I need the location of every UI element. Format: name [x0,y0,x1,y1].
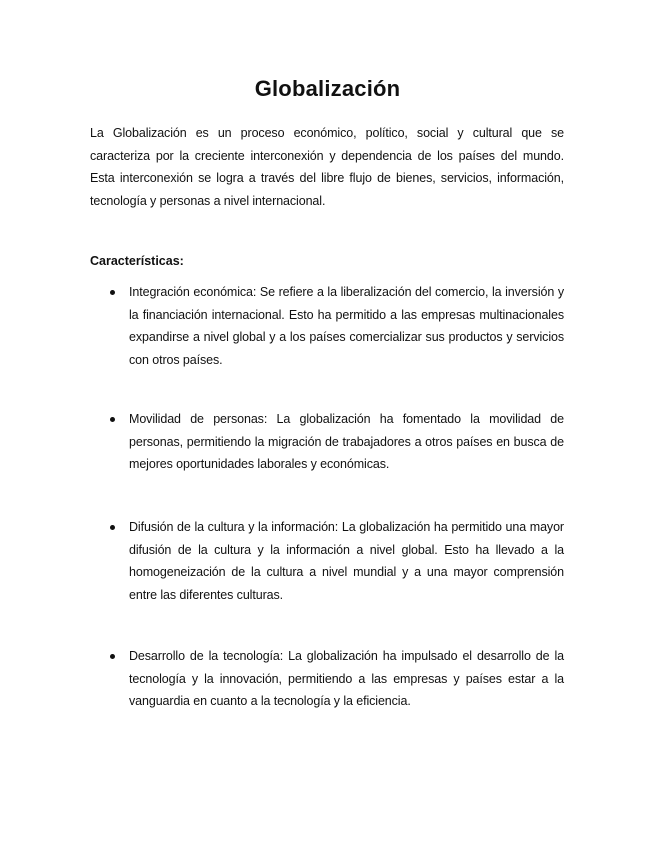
list-item-text: Movilidad de personas: La globalización ha fomentado la movilidad de personas, permitiendo la migración de trabajadores a otros países en busca de mejores oportunidades laborales y económicas. [129,412,564,471]
bullet-icon [110,654,115,659]
section-heading: Características: [90,254,184,268]
bullet-icon [110,417,115,422]
bullet-icon [110,525,115,530]
list-item-text: Integración económica: Se refiere a la liberalización del comercio, la inversión y la financiación internacional. Esto ha permitido a las empresas multinacionales expandirse a nivel global y a los países comercializar sus productos y servicios con otros países. [129,285,564,367]
list-item-text: Difusión de la cultura y la información: La globalización ha permitido una mayor difusión de la cultura y la información a nivel global. Esto ha llevado a la homogeneización de la cultura a nivel mundial y a una mayor comprensión entre las diferentes culturas. [129,520,564,602]
intro-paragraph: La Globalización es un proceso económico, político, social y cultural que se caracteriza por la creciente interconexión y dependencia de los países del mundo. Esta interconexión se logra a través del libre flujo de bienes, servicios, información, tecnología y personas a nivel internacional. [90,126,564,208]
page-title: Globalización [254,76,401,101]
bullet-icon [110,290,115,295]
list-item-text: Desarrollo de la tecnología: La globalización ha impulsado el desarrollo de la tecnología y la innovación, permitiendo a las empresas y países estar a la vanguardia en cuanto a la tecnología y la eficiencia. [129,649,564,708]
